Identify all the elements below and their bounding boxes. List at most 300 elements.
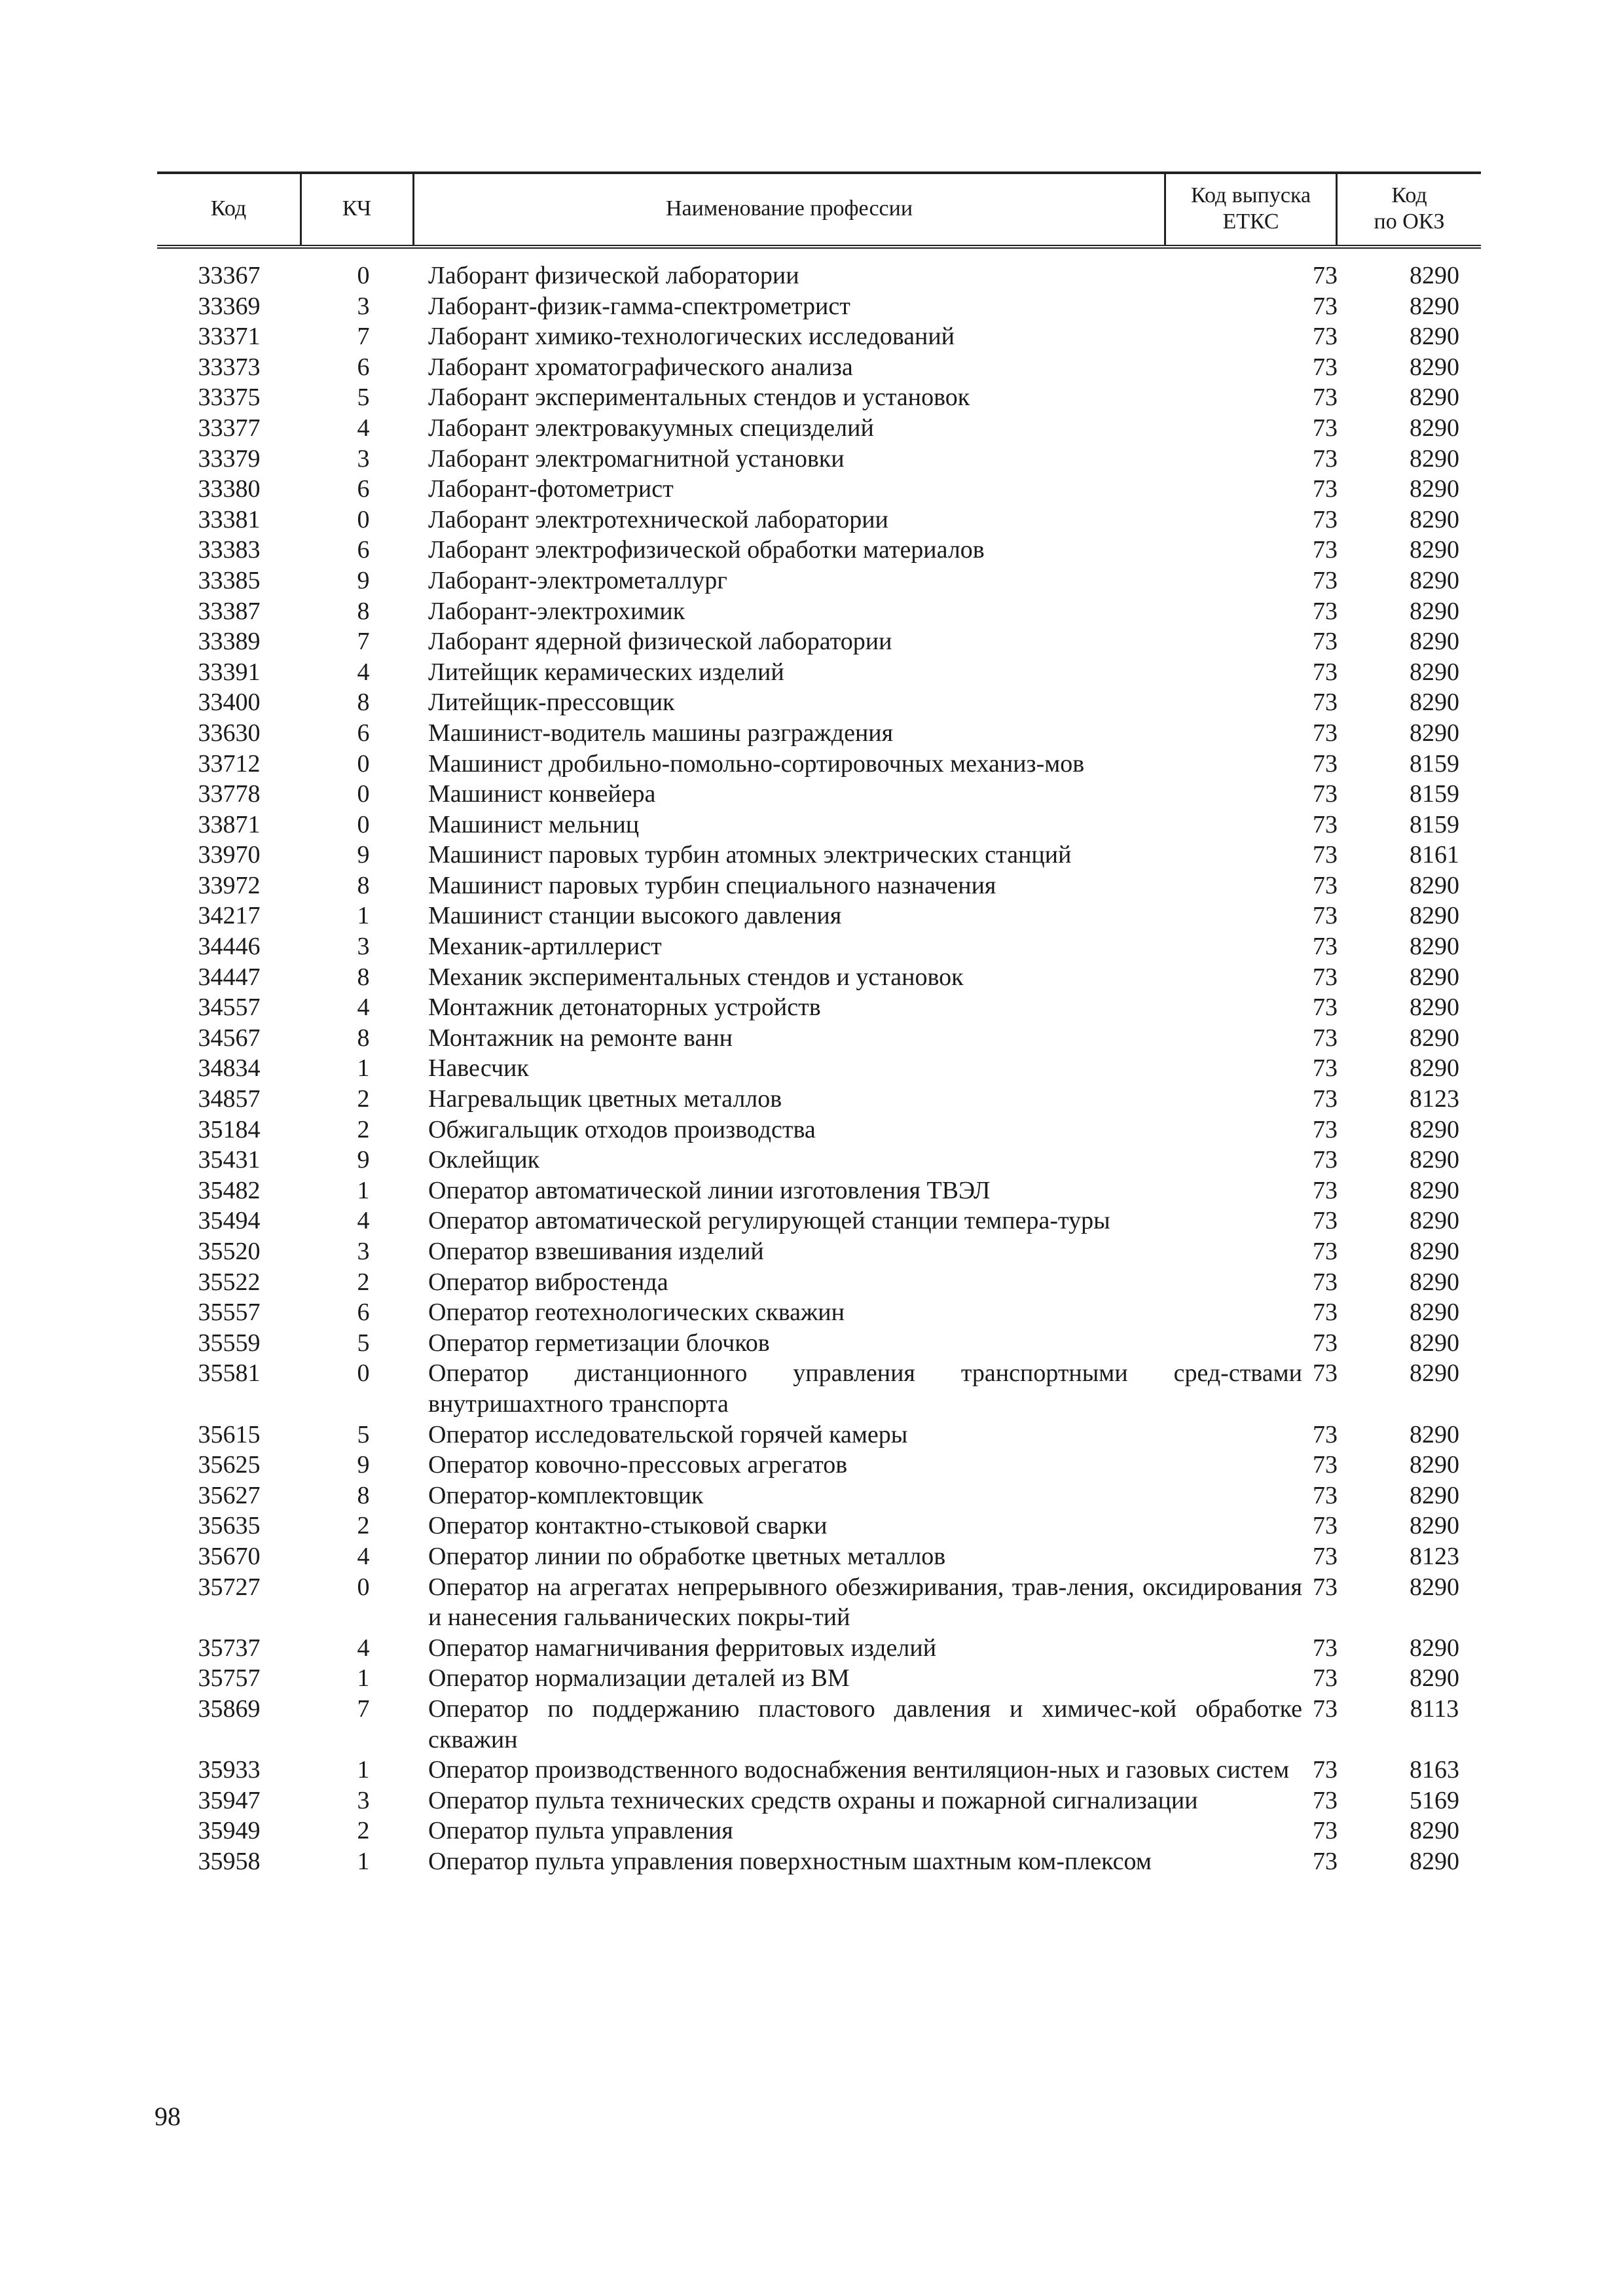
etks-code: 73 [1313, 1115, 1338, 1143]
profession-table-body [157, 260, 1481, 1876]
control-digit: 3 [357, 1238, 370, 1265]
control-digit: 4 [357, 1207, 370, 1235]
etks-code: 73 [1313, 414, 1338, 442]
table-row [157, 810, 1481, 840]
table-row [157, 413, 1481, 444]
profession-name: Оператор герметизации блочков [428, 1329, 770, 1357]
okz-code: 8290 [1410, 444, 1459, 473]
profession-code: 35581 [198, 1359, 261, 1388]
profession-code: 34446 [198, 933, 261, 961]
control-digit: 1 [357, 902, 370, 930]
okz-code: 8290 [1410, 1115, 1459, 1143]
control-digit: 2 [357, 1512, 370, 1540]
control-digit: 2 [357, 1268, 370, 1296]
etks-code: 73 [1313, 384, 1338, 412]
okz-code: 8290 [1410, 871, 1459, 899]
control-digit: 3 [357, 444, 370, 473]
okz-code: 8290 [1410, 1359, 1459, 1388]
etks-code: 73 [1313, 597, 1338, 625]
profession-code: 33970 [198, 841, 261, 869]
profession-name: Лаборант электромагнитной установки [428, 444, 845, 473]
okz-code: 8113 [1410, 1695, 1459, 1723]
profession-name: Машинист паровых турбин атомных электрических станций [428, 841, 1072, 869]
table-row [157, 505, 1481, 535]
okz-code: 8290 [1410, 566, 1459, 594]
etks-code: 73 [1313, 353, 1338, 381]
control-digit: 4 [357, 1634, 370, 1662]
profession-code: 34834 [198, 1054, 261, 1083]
table-row [157, 962, 1481, 993]
profession-code: 34557 [198, 994, 261, 1022]
profession-name: Оператор взвешивания изделий [428, 1238, 764, 1265]
etks-code: 73 [1313, 292, 1338, 320]
profession-code: 33375 [198, 384, 261, 412]
control-digit: 0 [357, 810, 370, 838]
profession-name: Машинист-водитель машины разграждения [428, 719, 894, 747]
table-row [157, 840, 1481, 870]
profession-name: Лаборант хроматографического анализа [428, 353, 853, 381]
control-digit: 0 [357, 1359, 370, 1388]
profession-code: 33972 [198, 871, 261, 899]
table-row [157, 352, 1481, 383]
etks-code: 73 [1313, 933, 1338, 961]
table-row [157, 1084, 1481, 1115]
table-row [157, 870, 1481, 901]
okz-code: 8161 [1410, 841, 1459, 869]
okz-code: 8290 [1410, 1268, 1459, 1296]
profession-code: 33389 [198, 628, 261, 656]
control-digit: 6 [357, 475, 370, 503]
table-row [157, 535, 1481, 565]
etks-code: 73 [1313, 780, 1338, 808]
control-digit: 4 [357, 1542, 370, 1570]
table-row [157, 596, 1481, 627]
control-digit: 8 [357, 1481, 370, 1509]
etks-code: 73 [1313, 1481, 1338, 1509]
etks-code: 73 [1313, 749, 1338, 778]
profession-code: 33385 [198, 566, 261, 594]
header-okz: Код по ОКЗ [1374, 183, 1445, 234]
control-digit: 6 [357, 719, 370, 747]
profession-name: Машинист паровых турбин специального назначения [428, 871, 996, 899]
profession-code: 35522 [198, 1268, 261, 1296]
okz-code: 8290 [1410, 1054, 1459, 1083]
profession-name: Оклейщик [428, 1146, 540, 1174]
control-digit: 0 [357, 262, 370, 289]
profession-code: 33778 [198, 780, 261, 808]
profession-code: 35727 [198, 1573, 261, 1601]
table-row [157, 1145, 1481, 1175]
table-row [157, 657, 1481, 688]
table-row [157, 1572, 1481, 1633]
okz-code: 8290 [1410, 1451, 1459, 1479]
table-row [157, 1541, 1481, 1572]
profession-name: Лаборант-электрометаллург [428, 566, 727, 594]
okz-code: 8290 [1410, 1420, 1459, 1448]
profession-name: Лаборант физической лаборатории [428, 262, 799, 289]
profession-code: 34447 [198, 963, 261, 991]
control-digit: 0 [357, 505, 370, 533]
profession-code: 33367 [198, 262, 261, 289]
control-digit: 7 [357, 323, 370, 351]
control-digit: 3 [357, 933, 370, 961]
etks-code: 73 [1313, 963, 1338, 991]
okz-code: 8290 [1410, 963, 1459, 991]
profession-code: 33371 [198, 323, 261, 351]
okz-code: 8290 [1410, 628, 1459, 656]
etks-code: 73 [1313, 1756, 1338, 1784]
profession-code: 35494 [198, 1207, 261, 1235]
okz-code: 8290 [1410, 1176, 1459, 1204]
profession-code: 35757 [198, 1664, 261, 1693]
etks-code: 73 [1313, 1207, 1338, 1235]
etks-code: 73 [1313, 1847, 1338, 1875]
etks-code: 73 [1313, 1299, 1338, 1327]
page-number: 98 [155, 2102, 181, 2131]
profession-name: Лаборант ядерной физической лаборатории [428, 628, 892, 656]
table-row [157, 1023, 1481, 1054]
etks-code: 73 [1313, 719, 1338, 747]
control-digit: 4 [357, 414, 370, 442]
okz-code: 8290 [1410, 1238, 1459, 1265]
control-digit: 3 [357, 292, 370, 320]
profession-name: Лаборант химико-технологических исследований [428, 323, 955, 351]
etks-code: 73 [1313, 1329, 1338, 1357]
table-row [157, 1511, 1481, 1541]
etks-code: 73 [1313, 689, 1338, 717]
control-digit: 6 [357, 536, 370, 564]
control-digit: 4 [357, 994, 370, 1022]
table-row [157, 1663, 1481, 1694]
table-row [157, 260, 1481, 291]
okz-code: 8163 [1410, 1756, 1459, 1784]
profession-code: 33380 [198, 475, 261, 503]
profession-code: 35949 [198, 1817, 261, 1845]
etks-code: 73 [1313, 1146, 1338, 1174]
profession-code: 33391 [198, 658, 261, 686]
etks-code: 73 [1313, 1420, 1338, 1448]
profession-name: Механик экспериментальных стендов и установок [428, 963, 964, 991]
table-row [157, 1236, 1481, 1267]
okz-code: 8290 [1410, 384, 1459, 412]
okz-code: 8290 [1410, 689, 1459, 717]
profession-name: Монтажник на ремонте ванн [428, 1024, 733, 1052]
etks-code: 73 [1313, 1634, 1338, 1662]
profession-name: Монтажник детонаторных устройств [428, 994, 821, 1022]
etks-code: 73 [1313, 1268, 1338, 1296]
profession-name: Литейщик керамических изделий [428, 658, 784, 686]
table-row [157, 687, 1481, 718]
etks-code: 73 [1313, 536, 1338, 564]
profession-name: Литейщик-прессовщик [428, 689, 675, 717]
profession-name: Оператор пульта управления [428, 1817, 733, 1845]
profession-code: 35557 [198, 1299, 261, 1327]
okz-code: 8290 [1410, 1299, 1459, 1327]
etks-code: 73 [1313, 1359, 1338, 1388]
profession-code: 33377 [198, 414, 261, 442]
control-digit: 5 [357, 1420, 370, 1448]
table-row [157, 1175, 1481, 1206]
profession-name: Оператор исследовательской горячей камеры [428, 1420, 908, 1448]
profession-name: Оператор пульта управления поверхностным шахтным ком-плексом [428, 1847, 1152, 1875]
okz-code: 8290 [1410, 1817, 1459, 1845]
etks-code: 73 [1313, 1085, 1338, 1113]
control-digit: 5 [357, 384, 370, 412]
profession-code: 33400 [198, 689, 261, 717]
control-digit: 1 [357, 1176, 370, 1204]
table-row [157, 1846, 1481, 1877]
okz-code: 8290 [1410, 994, 1459, 1022]
profession-name: Оператор-комплектовщик [428, 1481, 704, 1509]
control-digit: 0 [357, 749, 370, 778]
etks-code: 73 [1313, 1664, 1338, 1693]
okz-code: 8290 [1410, 1207, 1459, 1235]
table-row [157, 779, 1481, 810]
table-row [157, 321, 1481, 352]
control-digit: 2 [357, 1115, 370, 1143]
okz-code: 8290 [1410, 933, 1459, 961]
header-bottom-rule [157, 245, 1481, 249]
table-row [157, 1633, 1481, 1664]
profession-code: 35625 [198, 1451, 261, 1479]
profession-code: 33630 [198, 719, 261, 747]
control-digit: 8 [357, 597, 370, 625]
etks-code: 73 [1313, 505, 1338, 533]
etks-code: 73 [1313, 1817, 1338, 1845]
table-row [157, 1785, 1481, 1816]
control-digit: 9 [357, 841, 370, 869]
etks-code: 73 [1313, 1512, 1338, 1540]
okz-code: 8290 [1410, 1512, 1459, 1540]
table-row [157, 1480, 1481, 1511]
etks-code: 73 [1313, 1786, 1338, 1814]
etks-code: 73 [1313, 1238, 1338, 1265]
profession-name: Оператор пульта технических средств охраны и пожарной сигнализации [428, 1786, 1198, 1814]
etks-code: 73 [1313, 871, 1338, 899]
profession-code: 34567 [198, 1024, 261, 1052]
header-etks: Код выпуска ЕТКС [1190, 183, 1311, 234]
control-digit: 8 [357, 963, 370, 991]
profession-name: Лаборант-электрохимик [428, 597, 685, 625]
control-digit: 4 [357, 658, 370, 686]
okz-code: 8159 [1410, 780, 1459, 808]
profession-name: Машинист дробильно-помольно-сортировочных механиз-мов [428, 749, 1085, 778]
profession-name: Оператор по поддержанию пластового давления и химичес-кой обработке скважин [428, 1695, 1302, 1753]
control-digit: 1 [357, 1664, 370, 1693]
profession-code: 35635 [198, 1512, 261, 1540]
profession-code: 35520 [198, 1238, 261, 1265]
table-row [157, 1450, 1481, 1480]
profession-name: Оператор дистанционного управления транспортными сред-ствами внутришахтного транспорта [428, 1359, 1302, 1418]
table-row [157, 1297, 1481, 1328]
profession-name: Оператор автоматической регулирующей станции темпера-туры [428, 1207, 1110, 1235]
etks-code: 73 [1313, 1054, 1338, 1083]
control-digit: 7 [357, 1695, 370, 1723]
profession-name: Оператор на агрегатах непрерывного обезжиривания, трав-ления, оксидирования и нанесения гальванических покры-тий [428, 1573, 1302, 1632]
etks-code: 73 [1313, 994, 1338, 1022]
table-row [157, 444, 1481, 475]
table-row [157, 565, 1481, 596]
okz-code: 8159 [1410, 810, 1459, 838]
okz-code: 8290 [1410, 475, 1459, 503]
okz-code: 8290 [1410, 536, 1459, 564]
profession-name: Оператор нормализации деталей из ВМ [428, 1664, 850, 1693]
control-digit: 7 [357, 628, 370, 656]
profession-code: 35431 [198, 1146, 261, 1174]
etks-code: 73 [1313, 658, 1338, 686]
etks-code: 73 [1313, 628, 1338, 656]
table-row [157, 1328, 1481, 1359]
etks-code: 73 [1313, 1573, 1338, 1601]
control-digit: 0 [357, 1573, 370, 1601]
profession-code: 35184 [198, 1115, 261, 1143]
profession-name: Лаборант электровакуумных специзделий [428, 414, 874, 442]
table-row [157, 626, 1481, 657]
okz-code: 8290 [1410, 719, 1459, 747]
control-digit: 1 [357, 1054, 370, 1083]
profession-name: Лаборант-физик-гамма-спектрометрист [428, 292, 850, 320]
profession-code: 33871 [198, 810, 261, 838]
profession-name: Оператор контактно-стыковой сварки [428, 1512, 828, 1540]
profession-name: Обжигальщик отходов производства [428, 1115, 816, 1143]
okz-code: 5169 [1410, 1786, 1459, 1814]
profession-code: 35615 [198, 1420, 261, 1448]
header-kch: КЧ [342, 196, 372, 221]
profession-code: 34217 [198, 902, 261, 930]
profession-code: 33369 [198, 292, 261, 320]
table-row [157, 1115, 1481, 1145]
profession-code: 33387 [198, 597, 261, 625]
etks-code: 73 [1313, 841, 1338, 869]
table-row [157, 1358, 1481, 1419]
profession-code: 35933 [198, 1756, 261, 1784]
etks-code: 73 [1313, 1024, 1338, 1052]
profession-name: Оператор производственного водоснабжения вентиляцион-ных и газовых систем [428, 1756, 1290, 1784]
table-row [157, 1755, 1481, 1785]
table-row [157, 474, 1481, 505]
profession-code: 35737 [198, 1634, 261, 1662]
profession-code: 35670 [198, 1542, 261, 1570]
control-digit: 9 [357, 1451, 370, 1479]
etks-code: 73 [1313, 262, 1338, 289]
profession-code: 34857 [198, 1085, 261, 1113]
profession-name: Оператор ковочно-прессовых агрегатов [428, 1451, 848, 1479]
profession-name: Лаборант электротехнической лаборатории [428, 505, 888, 533]
control-digit: 1 [357, 1756, 370, 1784]
table-row [157, 1420, 1481, 1450]
profession-name: Оператор намагничивания ферритовых изделий [428, 1634, 937, 1662]
okz-code: 8290 [1410, 1847, 1459, 1875]
profession-code: 35559 [198, 1329, 261, 1357]
okz-code: 8290 [1410, 1634, 1459, 1662]
control-digit: 8 [357, 1024, 370, 1052]
okz-code: 8290 [1410, 1664, 1459, 1693]
profession-code: 35627 [198, 1481, 261, 1509]
profession-code: 33712 [198, 749, 261, 778]
control-digit: 0 [357, 780, 370, 808]
table-row [157, 718, 1481, 749]
etks-code: 73 [1313, 1451, 1338, 1479]
profession-code: 35482 [198, 1176, 261, 1204]
okz-code: 8290 [1410, 1024, 1459, 1052]
etks-code: 73 [1313, 1695, 1338, 1723]
table-row [157, 382, 1481, 413]
profession-name: Механик-артиллерист [428, 933, 662, 961]
control-digit: 2 [357, 1817, 370, 1845]
profession-code: 35947 [198, 1786, 261, 1814]
control-digit: 9 [357, 1146, 370, 1174]
profession-code: 33383 [198, 536, 261, 564]
profession-name: Машинист мельниц [428, 810, 640, 838]
etks-code: 73 [1313, 902, 1338, 930]
okz-code: 8290 [1410, 1481, 1459, 1509]
profession-name: Лаборант-фотометрист [428, 475, 674, 503]
etks-code: 73 [1313, 475, 1338, 503]
profession-name: Лаборант экспериментальных стендов и установок [428, 384, 970, 412]
header-code: Код [210, 196, 247, 221]
profession-name: Оператор геотехнологических скважин [428, 1299, 845, 1327]
table-row [157, 1816, 1481, 1846]
okz-code: 8290 [1410, 597, 1459, 625]
control-digit: 5 [357, 1329, 370, 1357]
table-row [157, 1267, 1481, 1298]
okz-code: 8290 [1410, 1329, 1459, 1357]
etks-code: 73 [1313, 323, 1338, 351]
okz-code: 8290 [1410, 353, 1459, 381]
okz-code: 8159 [1410, 749, 1459, 778]
okz-code: 8290 [1410, 1146, 1459, 1174]
etks-code: 73 [1313, 444, 1338, 473]
profession-name: Навесчик [428, 1054, 529, 1083]
table-row [157, 992, 1481, 1023]
profession-name: Оператор вибростенда [428, 1268, 668, 1296]
control-digit: 9 [357, 566, 370, 594]
control-digit: 1 [357, 1847, 370, 1875]
table-row [157, 291, 1481, 322]
table-row [157, 749, 1481, 780]
control-digit: 6 [357, 1299, 370, 1327]
okz-code: 8123 [1410, 1085, 1459, 1113]
etks-code: 73 [1313, 810, 1338, 838]
etks-code: 73 [1313, 1542, 1338, 1570]
table-row [157, 1206, 1481, 1236]
okz-code: 8123 [1410, 1542, 1459, 1570]
header-name: Наименование профессии [665, 196, 913, 221]
okz-code: 8290 [1410, 1573, 1459, 1601]
control-digit: 8 [357, 871, 370, 899]
okz-code: 8290 [1410, 658, 1459, 686]
profession-code: 35869 [198, 1695, 261, 1723]
table-row [157, 1694, 1481, 1755]
table-row [157, 901, 1481, 931]
etks-code: 73 [1313, 566, 1338, 594]
profession-code: 35958 [198, 1847, 261, 1875]
okz-code: 8290 [1410, 262, 1459, 289]
control-digit: 8 [357, 689, 370, 717]
control-digit: 3 [357, 1786, 370, 1814]
control-digit: 2 [357, 1085, 370, 1113]
profession-name: Лаборант электрофизической обработки материалов [428, 536, 985, 564]
profession-code: 33379 [198, 444, 261, 473]
okz-code: 8290 [1410, 902, 1459, 930]
table-row [157, 931, 1481, 962]
profession-code: 33381 [198, 505, 261, 533]
profession-name: Оператор линии по обработке цветных металлов [428, 1542, 946, 1570]
etks-code: 73 [1313, 1176, 1338, 1204]
profession-name: Машинист станции высокого давления [428, 902, 842, 930]
okz-code: 8290 [1410, 505, 1459, 533]
profession-name: Нагревальщик цветных металлов [428, 1085, 782, 1113]
